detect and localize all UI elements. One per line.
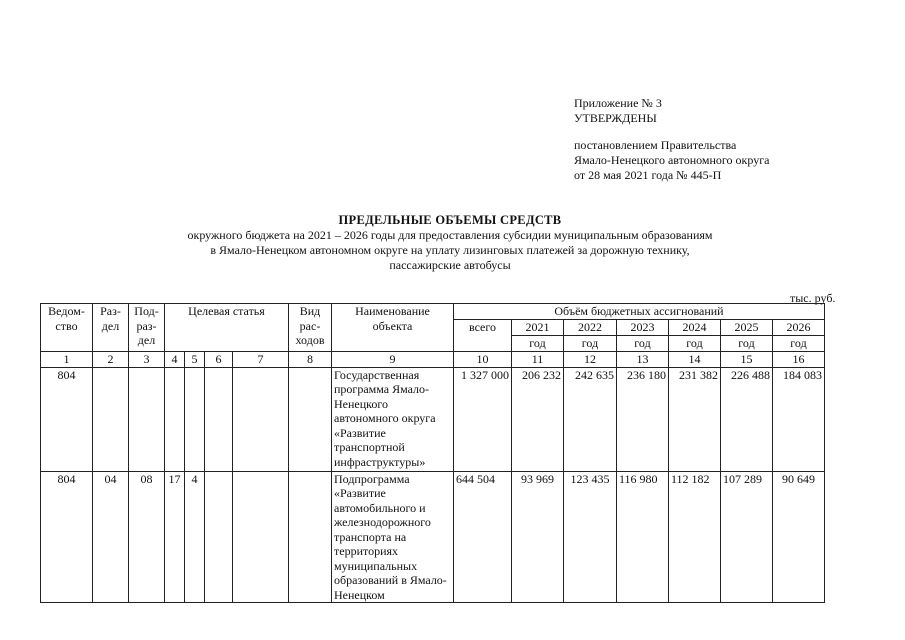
header-year-2025: 2025 (721, 320, 773, 336)
cell-total: 644 504 (454, 471, 512, 603)
document-subtitle-line-1: окружного бюджета на 2021 – 2026 годы для предоставления субсидии муниципальным образованиям (187, 228, 713, 242)
header-year-label: год (669, 336, 721, 352)
units-label: тыс. руб. (790, 291, 836, 305)
approved-label: УТВЕРЖДЕНЫ (574, 111, 657, 125)
header-year-label: год (773, 336, 825, 352)
header-object-name: Наименование объекта (332, 304, 454, 352)
header-year-2024: 2024 (669, 320, 721, 336)
cell-vedom: 804 (41, 471, 93, 603)
cell-target-3 (205, 367, 233, 471)
cell-target-2: 4 (185, 471, 205, 603)
column-number: 6 (205, 352, 233, 368)
cell-expense-type (289, 471, 332, 603)
header-total: всего (454, 320, 512, 352)
table-row (41, 471, 825, 603)
budget-table (40, 303, 825, 603)
cell-podrazdel (129, 367, 165, 471)
header-year-label: год (512, 336, 564, 352)
cell-2025: 107 289 (721, 471, 773, 603)
column-number: 5 (185, 352, 205, 368)
column-number-row (41, 352, 825, 368)
header-year-2021: 2021 (512, 320, 564, 336)
cell-target-3 (205, 471, 233, 603)
cell-2022: 123 435 (564, 471, 617, 603)
column-number: 10 (454, 352, 512, 368)
document-title-block (120, 213, 780, 273)
column-number: 16 (773, 352, 825, 368)
approved-date: от 28 мая 2021 года № 445-П (574, 168, 722, 182)
cell-razdel: 04 (93, 471, 129, 603)
cell-2022: 242 635 (564, 367, 617, 471)
cell-podrazdel: 08 (129, 471, 165, 603)
document-subtitle-line-2: в Ямало-Ненецком автономном округе на уплату лизинговых платежей за дорожную технику, (210, 243, 690, 257)
appendix-block (574, 96, 769, 183)
header-target-article: Целевая статья (165, 304, 289, 352)
table-header-row-1 (41, 304, 825, 320)
column-number: 13 (617, 352, 669, 368)
cell-target-1 (165, 367, 185, 471)
column-number: 3 (129, 352, 165, 368)
cell-2023: 116 980 (617, 471, 669, 603)
cell-target-4 (233, 367, 289, 471)
header-year-2026: 2026 (773, 320, 825, 336)
approved-by-region: Ямало-Ненецкого автономного округа (574, 153, 770, 167)
column-number: 11 (512, 352, 564, 368)
header-vedom: Ведом- ство (41, 304, 93, 352)
header-podrazdel: Под- раз- дел (129, 304, 165, 352)
cell-2025: 226 488 (721, 367, 773, 471)
header-budget-volume: Объём бюджетных ассигнований (454, 304, 825, 320)
cell-object-name: Подпрограмма «Развитие автомобильного и железнодорожного транспорта на территориях муниципальных образований в Ямало-Ненецком (332, 471, 454, 603)
table-row (41, 367, 825, 471)
column-number: 12 (564, 352, 617, 368)
column-number: 14 (669, 352, 721, 368)
header-year-label: год (617, 336, 669, 352)
cell-2024: 112 182 (669, 471, 721, 603)
cell-expense-type (289, 367, 332, 471)
cell-2024: 231 382 (669, 367, 721, 471)
header-expense-type: Вид рас- ходов (289, 304, 332, 352)
cell-object-name: Государственная программа Ямало-Ненецкого автономного округа «Развитие транспортной инфраструктуры» (332, 367, 454, 471)
column-number: 8 (289, 352, 332, 368)
cell-2026: 184 083 (773, 367, 825, 471)
appendix-number: Приложение № 3 (574, 96, 662, 110)
header-year-label: год (564, 336, 617, 352)
header-razdel: Раз- дел (93, 304, 129, 352)
approved-by-line: постановлением Правительства (574, 138, 737, 152)
column-number: 1 (41, 352, 93, 368)
column-number: 15 (721, 352, 773, 368)
cell-2021: 93 969 (512, 471, 564, 603)
cell-target-1: 17 (165, 471, 185, 603)
document-subtitle-line-3: пассажирские автобусы (389, 258, 511, 272)
header-year-2022: 2022 (564, 320, 617, 336)
cell-2023: 236 180 (617, 367, 669, 471)
cell-total: 1 327 000 (454, 367, 512, 471)
cell-razdel (93, 367, 129, 471)
cell-target-4 (233, 471, 289, 603)
cell-vedom: 804 (41, 367, 93, 471)
column-number: 9 (332, 352, 454, 368)
cell-2026: 90 649 (773, 471, 825, 603)
document-title: ПРЕДЕЛЬНЫЕ ОБЪЕМЫ СРЕДСТВ (338, 213, 562, 227)
column-number: 4 (165, 352, 185, 368)
header-year-2023: 2023 (617, 320, 669, 336)
cell-target-2 (185, 367, 205, 471)
cell-2021: 206 232 (512, 367, 564, 471)
header-year-label: год (721, 336, 773, 352)
column-number: 2 (93, 352, 129, 368)
column-number: 7 (233, 352, 289, 368)
